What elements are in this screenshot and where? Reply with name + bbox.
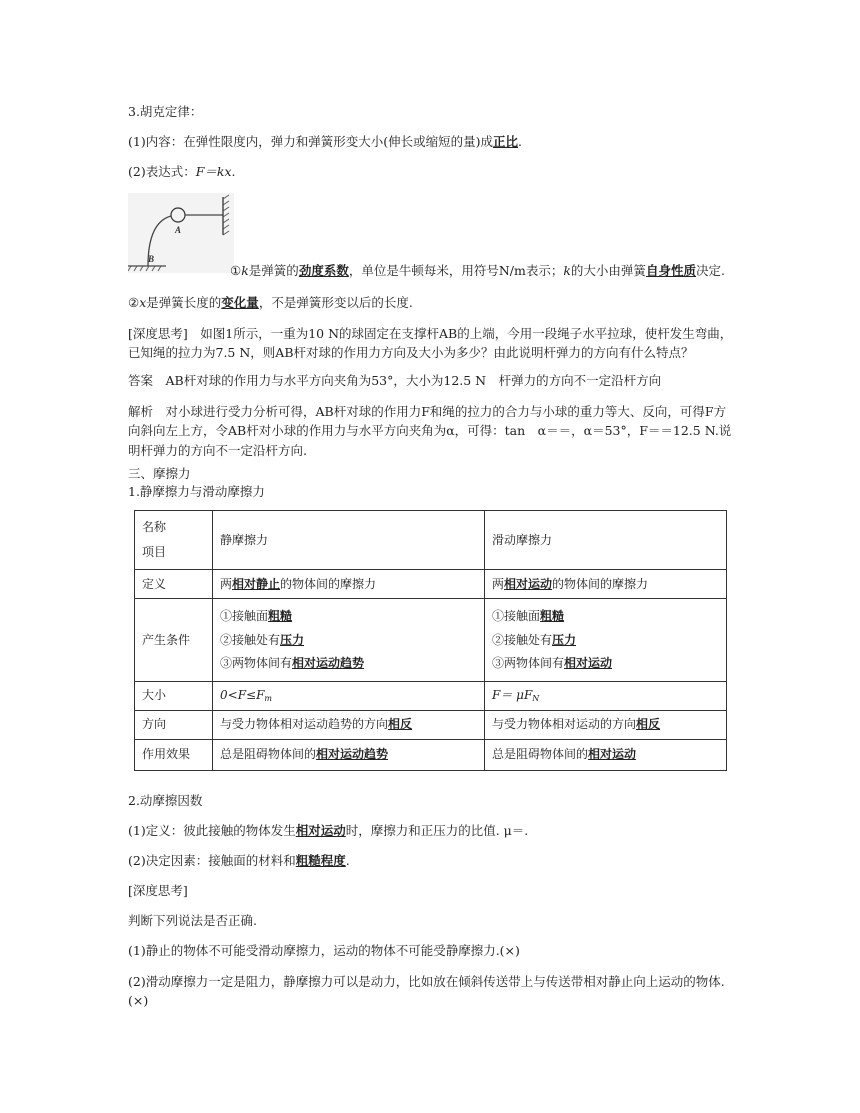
- coefficient-factors: (2)决定因素：接触面的材料和粗糙程度.: [128, 853, 350, 868]
- subsection-coefficient: 2.动摩擦因数: [128, 793, 203, 808]
- keyword-proportional: 正比: [492, 134, 518, 149]
- hooke-formula: F＝kx: [195, 164, 232, 179]
- answer-text: 答案 AB杆对球的作用力与水平方向夹角为53°，大小为12.5 N 杆弹力的方向不一定沿杆方向: [128, 373, 662, 388]
- table-header-row: [135, 511, 727, 570]
- keyword-change: 变化量: [221, 295, 259, 310]
- statement-1: (1)静止的物体不可能受滑动摩擦力，运动的物体不可能受静摩擦力.(×): [128, 943, 520, 958]
- table-row: 产生条件 ①接触面粗糙 ②接触处有压力 ③两物体间有相对运动趋势 ①接触面粗糙 ②接触处有压力 ③两物体间有相对运动: [135, 599, 727, 682]
- header-corner-cell: 名称 项目: [135, 511, 213, 570]
- header-sliding: 滑动摩擦力: [485, 511, 727, 570]
- header-static: 静摩擦力: [213, 511, 485, 570]
- hooke-expression: (2)表达式：F＝kx.: [128, 164, 236, 179]
- label-a: A: [175, 225, 182, 235]
- table-row: 大小 $0<F\le F_m$ $F= \mu F_N$: [135, 681, 727, 710]
- table-row: 方向 与受力物体相对运动趋势的方向相反 与受力物体相对运动的方向相反: [135, 710, 727, 739]
- analysis-text: 解析 对小球进行受力分析可得，AB杆对球的作用力F和绳的拉力的合力与小球的重力等大、反向，可得F方向斜向左上方，令AB杆对小球的作用力与水平方向夹角为α，可得：tan α＝＝，α＝53°，F＝＝12.5 N.说明杆弹力的方向不一定沿杆方向.: [128, 404, 732, 458]
- label-b: B: [148, 254, 155, 264]
- keyword-self-property: 自身性质: [645, 263, 696, 278]
- hooke-content: (1)内容：在弹性限度内，弹力和弹簧形变大小(伸长或缩短的量)成正比.: [128, 134, 522, 149]
- spring-rod-figure: [128, 193, 234, 273]
- subsection-static-sliding: 1.静摩擦力与滑动摩擦力: [128, 484, 265, 499]
- judge-prompt: 判断下列说法是否正确.: [128, 913, 257, 928]
- deep-think-question: [深度思考] 如图1所示，一重为10 N的球固定在支撑杆AB的上端，今用一段绳子水平拉球，使杆发生弯曲，已知绳的拉力为7.5 N，则AB杆对球的作用力方向及大小为多少？由此说明杆弹力的方向有什么特点？: [128, 326, 733, 361]
- table-row: 定义 两相对静止的物体间的摩擦力 两相对运动的物体间的摩擦力: [135, 570, 727, 599]
- keyword-stiffness: 劲度系数: [298, 263, 349, 278]
- deep-think-title: [深度思考]: [128, 883, 188, 898]
- rod-ball-diagram: [128, 193, 234, 273]
- friction-comparison-table: [134, 510, 727, 771]
- table-row: 作用效果 总是阻碍物体间的相对运动趋势 总是阻碍物体间的相对运动: [135, 739, 727, 770]
- x-description: ②x是弹簧长度的变化量，不是弹簧形变以后的长度.: [128, 295, 413, 310]
- statement-2: (2)滑动摩擦力一定是阻力，静摩擦力可以是动力，比如放在倾斜传送带上与传送带相对静止向上运动的物体.(×): [128, 974, 725, 1009]
- coefficient-definition: (1)定义：彼此接触的物体发生相对运动时，摩擦力和正压力的比值. μ＝.: [128, 823, 529, 838]
- k-description: ①k是弹簧的劲度系数，单位是牛顿每米，用符号N/m表示；k的大小由弹簧自身性质决定.: [230, 263, 725, 278]
- hooke-law-title: 3.胡克定律：: [128, 104, 203, 119]
- section-friction: 三、摩擦力: [128, 466, 191, 481]
